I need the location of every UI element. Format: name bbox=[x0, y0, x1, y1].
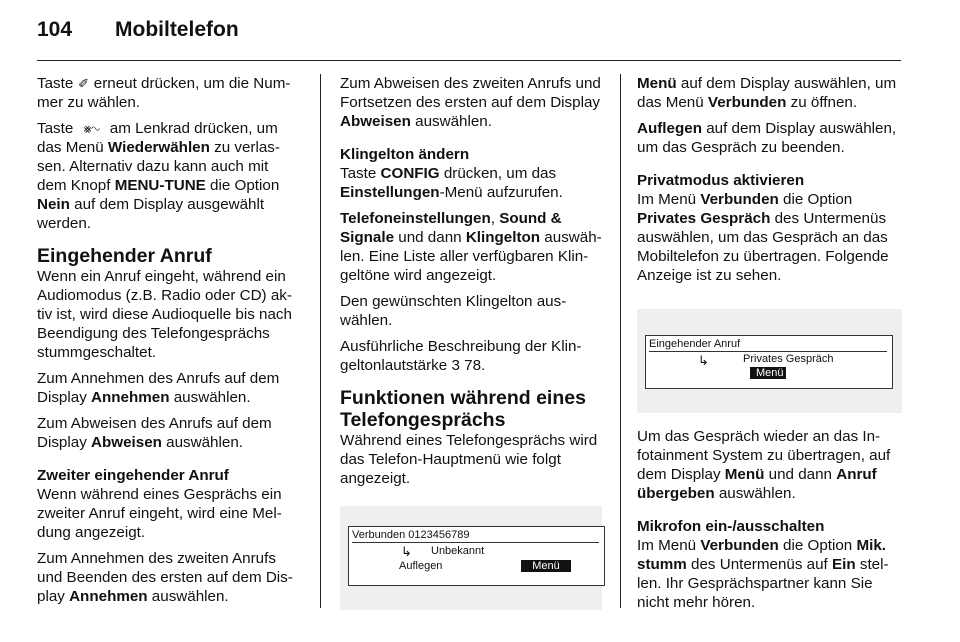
paragraph: Zum Abweisen des zweiten Anrufs und Fortsetzen des ersten auf dem Display Abweisen auswählen. bbox=[340, 75, 601, 130]
paragraph: Wenn während eines Gesprächs ein zweiter Anruf eingeht, wird eine Mel-dung angezeigt. bbox=[37, 486, 282, 541]
column-2 bbox=[340, 74, 602, 624]
display-screen bbox=[645, 335, 893, 389]
display-menu-button: Menü bbox=[521, 560, 571, 572]
paragraph: Um das Gespräch wieder an das In-fotainment System zu übertragen, auf dem Display Menü und dann Anruf übergeben auswählen. bbox=[637, 428, 891, 502]
heading-ringtone: Klingelton ändern bbox=[340, 146, 470, 163]
heading-private-mode: Privatmodus aktivieren bbox=[637, 172, 805, 189]
paragraph: Den gewünschten Klingelton aus-wählen. bbox=[340, 293, 567, 329]
paragraph: Zum Abweisen des Anrufs auf dem Display Abweisen auswählen. bbox=[37, 415, 272, 451]
paragraph: Im Menü Verbunden die Option Mik. stumm des Untermenüs auf Ein stel-len. Ihr Gesprächspartner kann Sie nicht mehr hören. bbox=[637, 537, 889, 611]
heading-second-call: Zweiter eingehender Anruf bbox=[37, 467, 229, 484]
page-number: 104 bbox=[37, 18, 73, 41]
paragraph: Taste CONFIG drücken, um das Einstellungen-Menü aufzurufen. bbox=[340, 165, 563, 201]
display-divider bbox=[352, 542, 599, 543]
call-arrow-icon: ↳ bbox=[698, 353, 709, 368]
display-screen bbox=[348, 526, 605, 586]
paragraph: Menü auf dem Display auswählen, um das Menü Verbunden zu öffnen. bbox=[637, 75, 897, 111]
paragraph: Zum Annehmen des zweiten Anrufs und Beenden des ersten auf dem Dis-play Annehmen auswählen. bbox=[37, 550, 293, 605]
paragraph: Telefoneinstellungen, Sound & Signale und dann Klingelton auswäh-len. Eine Liste aller verfügbaren Klin-geltöne wird angezeigt. bbox=[340, 210, 602, 284]
column-divider bbox=[620, 74, 621, 608]
display-illustration-connected bbox=[340, 506, 602, 610]
column-1 bbox=[37, 74, 302, 613]
column-3 bbox=[637, 74, 902, 619]
heading-incoming-call: Eingehender Anruf bbox=[37, 245, 212, 267]
voice-phone-icon: ⨳∿ bbox=[83, 121, 100, 136]
page-reference: 3 78. bbox=[451, 357, 486, 374]
column-divider bbox=[320, 74, 321, 608]
call-arrow-icon: ↳ bbox=[401, 544, 412, 559]
heading-functions: Funktionen während eines Telefongesprächs bbox=[340, 387, 586, 431]
paragraph: Ausführliche Beschreibung der Klin-geltonlautstärke 3 78. bbox=[340, 338, 582, 374]
paragraph: Zum Annehmen des Anrufs auf dem Display Annehmen auswählen. bbox=[37, 370, 280, 406]
heading-microphone: Mikrofon ein-/ausschalten bbox=[637, 518, 825, 535]
page-header bbox=[0, 0, 960, 56]
page-title: Mobiltelefon bbox=[115, 18, 239, 41]
header-rule bbox=[37, 60, 901, 61]
paragraph: Während eines Telefongesprächs wird das Telefon-Hauptmenü wie folgt angezeigt. bbox=[340, 432, 598, 487]
display-divider bbox=[649, 351, 887, 352]
display-caller: Unbekannt bbox=[431, 545, 485, 557]
display-illustration-private bbox=[637, 309, 902, 413]
display-menu-button: Menü bbox=[750, 367, 786, 379]
paragraph: Taste ✐ erneut drücken, um die Num-mer zu wählen. bbox=[37, 75, 291, 111]
phone-icon: ✐ bbox=[78, 76, 89, 91]
paragraph: Taste ⨳∿ am Lenkrad drücken, um das Menü Wiederwählen zu verlas-sen. Alternativ dazu kann auch mit dem Knopf MENU-TUNE die Option Nein auf dem Display ausgewählt werden. bbox=[37, 120, 280, 232]
display-title: Eingehender Anruf bbox=[649, 338, 741, 350]
paragraph: Wenn ein Anruf eingeht, während ein Audiomodus (z.B. Radio oder CD) ak-tiv ist, wird diese Audioquelle bis nach Beendigung des Telefongesprächs stummgeschaltet. bbox=[37, 268, 292, 361]
paragraph: Im Menü Verbunden die Option Privates Gespräch des Untermenüs auswählen, um das Gespräch an das Mobiltelefon zu übertragen. Folgende Anzeige ist zu sehen. bbox=[637, 191, 889, 284]
display-title: Verbunden 0123456789 bbox=[352, 529, 470, 541]
paragraph: Auflegen auf dem Display auswählen, um das Gespräch zu beenden. bbox=[637, 120, 897, 156]
display-label: Privates Gespräch bbox=[743, 353, 834, 365]
display-option-hangup: Auflegen bbox=[399, 560, 443, 572]
